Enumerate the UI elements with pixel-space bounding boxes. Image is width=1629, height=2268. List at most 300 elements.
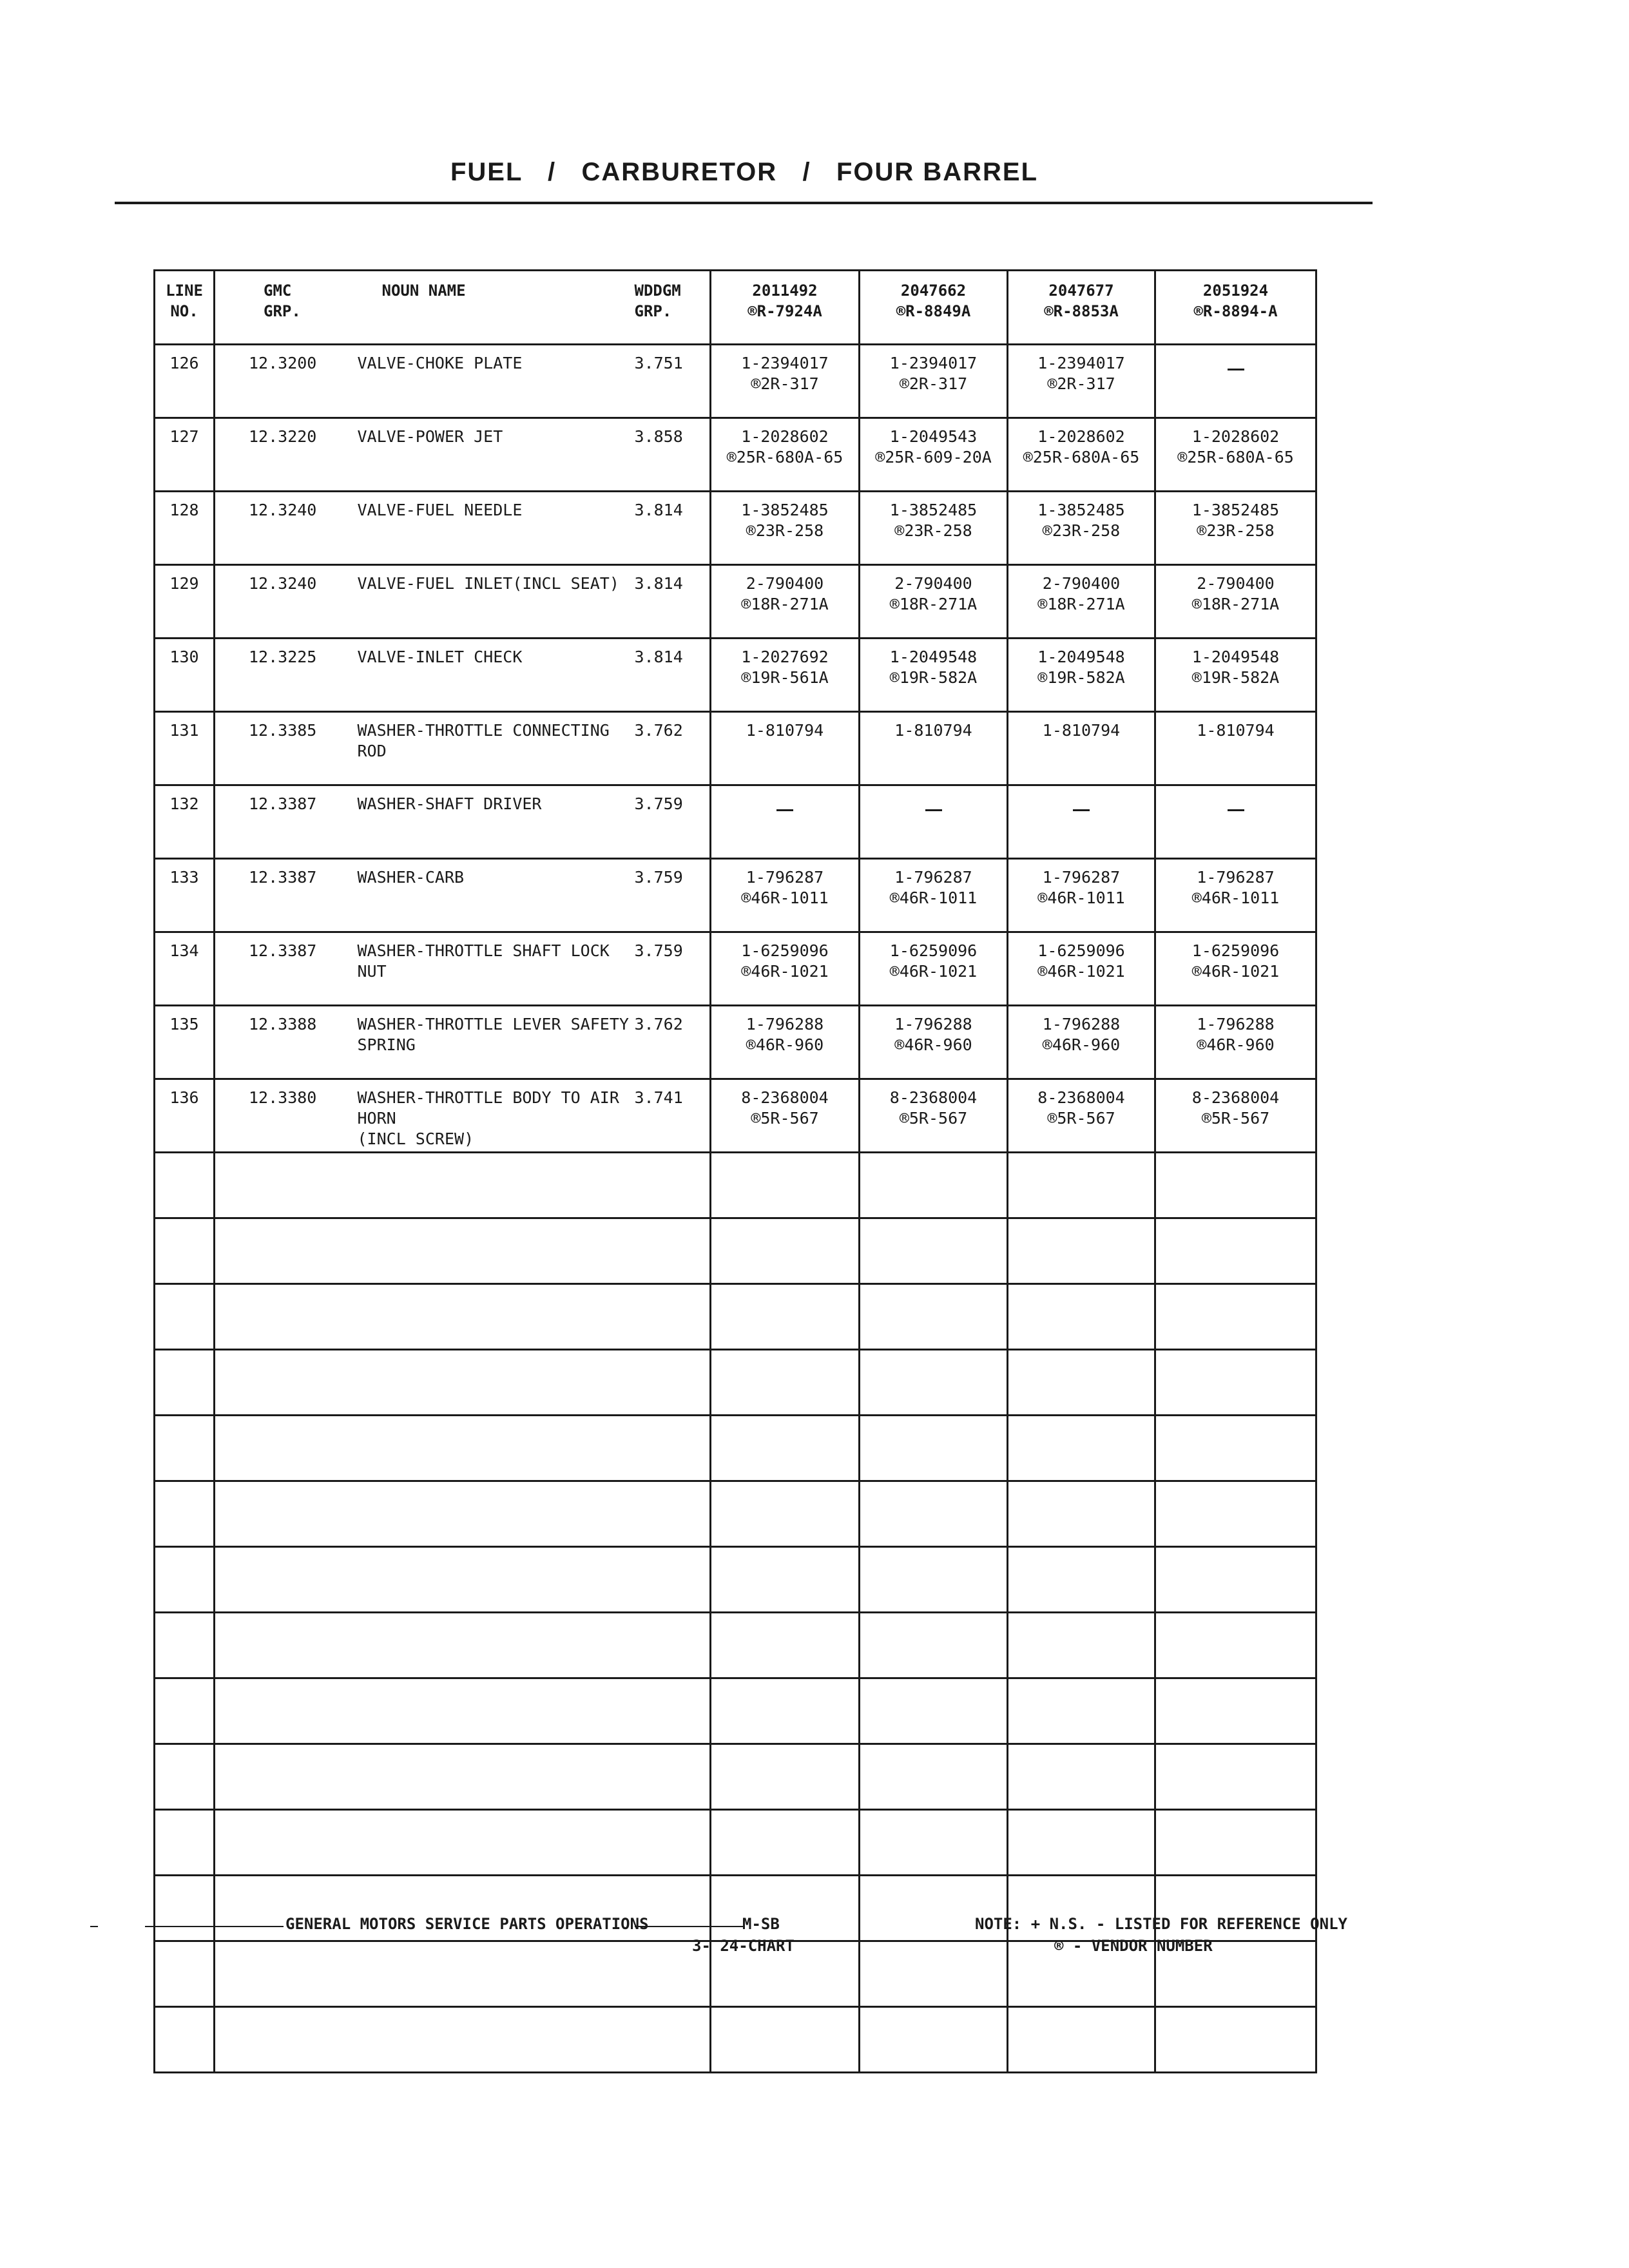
table-row bbox=[155, 565, 1316, 639]
part-cell bbox=[1008, 639, 1155, 712]
empty-cell bbox=[860, 1744, 1008, 1810]
empty-cell bbox=[215, 1744, 337, 1810]
footer-rule-left bbox=[145, 1926, 284, 1927]
empty-table-row bbox=[155, 1416, 1316, 1481]
noun-name-line: VALVE-POWER JET bbox=[357, 427, 503, 446]
vendor-number: ®46R-960 bbox=[1042, 1035, 1121, 1054]
empty-cell bbox=[632, 1810, 711, 1876]
part-cell bbox=[1155, 1079, 1316, 1153]
part-number: 8-2368004 bbox=[741, 1088, 829, 1107]
empty-table-row bbox=[155, 1613, 1316, 1678]
empty-table-row bbox=[155, 1350, 1316, 1416]
footer-code: M-SB bbox=[742, 1915, 780, 1933]
part-number: 1-3852485 bbox=[741, 501, 829, 519]
empty-table-row bbox=[155, 1218, 1316, 1284]
header-part-col-3-vendor: ®R-8853A bbox=[1044, 302, 1119, 320]
header-part-col-1-vendor: ®R-7924A bbox=[747, 302, 822, 320]
vendor-number: ®46R-1011 bbox=[1191, 889, 1280, 907]
part-number: 1-2027692 bbox=[741, 648, 829, 666]
noun-name bbox=[337, 859, 632, 932]
table-header-row bbox=[155, 271, 1316, 345]
empty-table-row bbox=[155, 2007, 1316, 2073]
line-number: 129 bbox=[155, 565, 215, 639]
vendor-number: ®18R-271A bbox=[1037, 595, 1125, 613]
part-cell bbox=[711, 418, 860, 492]
empty-cell bbox=[632, 1481, 711, 1547]
not-applicable-dash bbox=[776, 809, 793, 811]
empty-cell bbox=[711, 1678, 860, 1744]
empty-cell bbox=[860, 1547, 1008, 1613]
part-number: 1-6259096 bbox=[1037, 941, 1125, 960]
part-number: 2-790400 bbox=[1197, 574, 1275, 593]
vendor-number: ®19R-582A bbox=[889, 668, 978, 687]
part-cell bbox=[1008, 418, 1155, 492]
part-number: 1-6259096 bbox=[1191, 941, 1280, 960]
part-cell bbox=[860, 565, 1008, 639]
part-number: 1-810794 bbox=[1197, 721, 1275, 740]
part-cell bbox=[860, 785, 1008, 859]
header-gmc-grp bbox=[215, 271, 337, 345]
empty-cell bbox=[155, 1744, 215, 1810]
vendor-number: ®25R-680A-65 bbox=[1177, 448, 1294, 466]
gmc-group: 12.3220 bbox=[215, 418, 337, 492]
part-number: 1-2049543 bbox=[889, 427, 978, 446]
part-cell bbox=[1155, 492, 1316, 565]
empty-cell bbox=[215, 1613, 337, 1678]
noun-name-line: WASHER-THROTTLE SHAFT LOCK NUT bbox=[357, 941, 610, 981]
vendor-number: ®25R-680A-65 bbox=[1023, 448, 1140, 466]
noun-name bbox=[337, 639, 632, 712]
empty-cell bbox=[337, 1218, 632, 1284]
header-part-col-4 bbox=[1155, 271, 1316, 345]
part-cell bbox=[711, 932, 860, 1006]
empty-cell bbox=[860, 1350, 1008, 1416]
header-noun-name-text: NOUN NAME bbox=[381, 282, 466, 300]
line-number: 133 bbox=[155, 859, 215, 932]
title-rule bbox=[115, 202, 1373, 204]
part-number: 1-796287 bbox=[746, 868, 824, 887]
header-part-col-4-number: 2051924 bbox=[1202, 282, 1269, 300]
empty-cell bbox=[1155, 1810, 1316, 1876]
part-cell bbox=[711, 712, 860, 785]
empty-table-row bbox=[155, 1547, 1316, 1613]
empty-cell bbox=[337, 1547, 632, 1613]
empty-cell bbox=[711, 1547, 860, 1613]
part-cell bbox=[1008, 1079, 1155, 1153]
part-cell bbox=[1155, 785, 1316, 859]
wddgm-group: 3.762 bbox=[632, 712, 711, 785]
vendor-number: ®23R-258 bbox=[1197, 521, 1275, 540]
noun-name-line: (INCL SCREW) bbox=[357, 1129, 474, 1148]
part-number: 1-796287 bbox=[1042, 868, 1121, 887]
vendor-number: ®19R-561A bbox=[741, 668, 829, 687]
part-cell bbox=[711, 639, 860, 712]
header-gmc-grp-2: GRP. bbox=[264, 302, 301, 320]
noun-name bbox=[337, 345, 632, 418]
wddgm-group: 3.751 bbox=[632, 345, 711, 418]
empty-cell bbox=[337, 1810, 632, 1876]
empty-cell bbox=[155, 1284, 215, 1350]
footer-note: NOTE: + N.S. - LISTED FOR REFERENCE ONLY bbox=[975, 1915, 1347, 1933]
table-row bbox=[155, 418, 1316, 492]
part-cell bbox=[711, 1079, 860, 1153]
empty-cell bbox=[1155, 1481, 1316, 1547]
empty-cell bbox=[337, 1284, 632, 1350]
header-line-no-2: NO. bbox=[170, 302, 198, 320]
line-number: 127 bbox=[155, 418, 215, 492]
empty-cell bbox=[155, 1810, 215, 1876]
empty-cell bbox=[155, 2007, 215, 2073]
footer-organization: GENERAL MOTORS SERVICE PARTS OPERATIONS bbox=[285, 1915, 649, 1933]
noun-name bbox=[337, 712, 632, 785]
vendor-number: ®2R-317 bbox=[751, 374, 819, 393]
part-number: 1-2394017 bbox=[889, 354, 978, 372]
empty-cell bbox=[632, 1284, 711, 1350]
footer-vendor-note: ® - VENDOR NUMBER bbox=[1054, 1937, 1213, 1955]
part-number: 1-810794 bbox=[894, 721, 972, 740]
vendor-number: ®23R-258 bbox=[894, 521, 972, 540]
empty-cell bbox=[711, 1153, 860, 1218]
empty-cell bbox=[860, 1810, 1008, 1876]
table-row bbox=[155, 1079, 1316, 1153]
empty-cell bbox=[711, 1416, 860, 1481]
empty-cell bbox=[711, 1284, 860, 1350]
vendor-number: ®18R-271A bbox=[741, 595, 829, 613]
empty-cell bbox=[711, 1350, 860, 1416]
part-cell bbox=[1008, 492, 1155, 565]
part-cell bbox=[860, 932, 1008, 1006]
header-noun-name bbox=[337, 271, 632, 345]
vendor-number: ®23R-258 bbox=[1042, 521, 1121, 540]
part-number: 1-2028602 bbox=[1191, 427, 1280, 446]
part-number: 1-6259096 bbox=[889, 941, 978, 960]
empty-cell bbox=[711, 2007, 860, 2073]
empty-cell bbox=[711, 1481, 860, 1547]
page-footer bbox=[90, 1915, 1347, 1966]
vendor-number: ®2R-317 bbox=[1047, 374, 1115, 393]
empty-cell bbox=[1008, 1416, 1155, 1481]
part-cell bbox=[1155, 932, 1316, 1006]
not-applicable-dash bbox=[925, 809, 942, 811]
gmc-group: 12.3200 bbox=[215, 345, 337, 418]
empty-cell bbox=[1008, 1350, 1155, 1416]
part-cell bbox=[1155, 565, 1316, 639]
part-cell bbox=[1008, 565, 1155, 639]
part-cell bbox=[860, 859, 1008, 932]
empty-cell bbox=[632, 1153, 711, 1218]
empty-cell bbox=[1008, 1153, 1155, 1218]
empty-cell bbox=[337, 1744, 632, 1810]
empty-table-row bbox=[155, 1678, 1316, 1744]
table-row bbox=[155, 639, 1316, 712]
part-cell bbox=[860, 1006, 1008, 1079]
empty-cell bbox=[1008, 1481, 1155, 1547]
header-line-no bbox=[155, 271, 215, 345]
empty-cell bbox=[632, 1613, 711, 1678]
empty-cell bbox=[711, 1218, 860, 1284]
empty-cell bbox=[337, 1481, 632, 1547]
gmc-group: 12.3387 bbox=[215, 859, 337, 932]
vendor-number: ®23R-258 bbox=[746, 521, 824, 540]
empty-cell bbox=[860, 1678, 1008, 1744]
header-part-col-1 bbox=[711, 271, 860, 345]
header-gmc-grp-1: GMC bbox=[264, 282, 292, 300]
part-cell bbox=[860, 639, 1008, 712]
vendor-number: ®46R-1021 bbox=[1191, 962, 1280, 981]
empty-table-row bbox=[155, 1284, 1316, 1350]
empty-cell bbox=[632, 2007, 711, 2073]
gmc-group: 12.3387 bbox=[215, 932, 337, 1006]
part-cell bbox=[1008, 712, 1155, 785]
empty-cell bbox=[215, 1153, 337, 1218]
vendor-number: ®46R-1021 bbox=[741, 962, 829, 981]
part-cell bbox=[860, 712, 1008, 785]
part-cell bbox=[1155, 1006, 1316, 1079]
vendor-number: ®46R-960 bbox=[1197, 1035, 1275, 1054]
gmc-group: 12.3380 bbox=[215, 1079, 337, 1153]
empty-table-row bbox=[155, 1744, 1316, 1810]
empty-cell bbox=[337, 1350, 632, 1416]
empty-cell bbox=[337, 2007, 632, 2073]
part-cell bbox=[860, 1079, 1008, 1153]
not-applicable-dash bbox=[1228, 369, 1244, 370]
empty-cell bbox=[155, 1350, 215, 1416]
part-cell bbox=[1155, 859, 1316, 932]
empty-cell bbox=[860, 2007, 1008, 2073]
part-number: 2-790400 bbox=[894, 574, 972, 593]
line-number: 136 bbox=[155, 1079, 215, 1153]
empty-cell bbox=[215, 1810, 337, 1876]
table-row bbox=[155, 492, 1316, 565]
footer-margin-dash bbox=[90, 1926, 98, 1927]
empty-cell bbox=[1008, 1678, 1155, 1744]
header-part-col-3-number: 2047677 bbox=[1048, 282, 1114, 300]
part-number: 8-2368004 bbox=[1037, 1088, 1125, 1107]
wddgm-group: 3.759 bbox=[632, 859, 711, 932]
empty-cell bbox=[632, 1416, 711, 1481]
empty-cell bbox=[632, 1218, 711, 1284]
gmc-group: 12.3388 bbox=[215, 1006, 337, 1079]
vendor-number: ®5R-567 bbox=[1201, 1109, 1270, 1128]
part-cell bbox=[1008, 932, 1155, 1006]
empty-cell bbox=[155, 1218, 215, 1284]
part-number: 1-2049548 bbox=[1037, 648, 1125, 666]
empty-cell bbox=[155, 1481, 215, 1547]
wddgm-group: 3.814 bbox=[632, 565, 711, 639]
header-line-no-1: LINE bbox=[166, 282, 203, 300]
vendor-number: ®25R-680A-65 bbox=[726, 448, 843, 466]
part-number: 1-796287 bbox=[894, 868, 972, 887]
line-number: 135 bbox=[155, 1006, 215, 1079]
empty-cell bbox=[155, 1678, 215, 1744]
header-wddgm-grp bbox=[632, 271, 711, 345]
empty-cell bbox=[337, 1153, 632, 1218]
part-cell bbox=[711, 1006, 860, 1079]
empty-cell bbox=[860, 1284, 1008, 1350]
vendor-number: ®19R-582A bbox=[1037, 668, 1125, 687]
header-wddgm-grp-2: GRP. bbox=[634, 302, 672, 320]
page-title: FUEL / CARBURETOR / FOUR BARREL bbox=[450, 158, 1039, 186]
table-body bbox=[155, 345, 1316, 2073]
part-cell bbox=[860, 345, 1008, 418]
vendor-number: ®18R-271A bbox=[889, 595, 978, 613]
wddgm-group: 3.762 bbox=[632, 1006, 711, 1079]
part-number: 1-810794 bbox=[746, 721, 824, 740]
empty-cell bbox=[1008, 1284, 1155, 1350]
part-number: 1-796288 bbox=[746, 1015, 824, 1033]
empty-cell bbox=[215, 1547, 337, 1613]
empty-cell bbox=[711, 1810, 860, 1876]
part-cell bbox=[711, 345, 860, 418]
footer-rule-middle bbox=[635, 1926, 744, 1927]
empty-cell bbox=[1155, 1350, 1316, 1416]
part-number: 2-790400 bbox=[746, 574, 824, 593]
empty-cell bbox=[1155, 1613, 1316, 1678]
empty-cell bbox=[215, 1218, 337, 1284]
noun-name-line: VALVE-INLET CHECK bbox=[357, 648, 523, 666]
empty-table-row bbox=[155, 1153, 1316, 1218]
empty-cell bbox=[215, 2007, 337, 2073]
part-number: 1-796287 bbox=[1197, 868, 1275, 887]
empty-cell bbox=[860, 1416, 1008, 1481]
part-number: 2-790400 bbox=[1042, 574, 1121, 593]
noun-name-line: SPRING bbox=[357, 1035, 416, 1054]
gmc-group: 12.3385 bbox=[215, 712, 337, 785]
line-number: 128 bbox=[155, 492, 215, 565]
part-cell bbox=[711, 859, 860, 932]
gmc-group: 12.3387 bbox=[215, 785, 337, 859]
empty-cell bbox=[632, 1547, 711, 1613]
noun-name bbox=[337, 932, 632, 1006]
empty-cell bbox=[1155, 1744, 1316, 1810]
noun-name-line: WASHER-THROTTLE LEVER SAFETY bbox=[357, 1015, 629, 1033]
empty-cell bbox=[711, 1744, 860, 1810]
noun-name bbox=[337, 492, 632, 565]
vendor-number: ®46R-960 bbox=[746, 1035, 824, 1054]
part-cell bbox=[1008, 785, 1155, 859]
noun-name-line: VALVE-FUEL NEEDLE bbox=[357, 501, 523, 519]
vendor-number: ®19R-582A bbox=[1191, 668, 1280, 687]
vendor-number: ®2R-317 bbox=[899, 374, 968, 393]
part-number: 1-2394017 bbox=[741, 354, 829, 372]
vendor-number: ®46R-1011 bbox=[889, 889, 978, 907]
empty-cell bbox=[215, 1350, 337, 1416]
part-cell bbox=[711, 492, 860, 565]
wddgm-group: 3.741 bbox=[632, 1079, 711, 1153]
wddgm-group: 3.858 bbox=[632, 418, 711, 492]
vendor-number: ®46R-960 bbox=[894, 1035, 972, 1054]
noun-name bbox=[337, 418, 632, 492]
empty-cell bbox=[1008, 2007, 1155, 2073]
part-cell bbox=[711, 785, 860, 859]
footer-page-number: 3- 24-CHART bbox=[692, 1937, 795, 1955]
header-part-col-4-vendor: ®R-8894-A bbox=[1193, 302, 1278, 320]
vendor-number: ®46R-1021 bbox=[1037, 962, 1125, 981]
part-number: 1-2028602 bbox=[1037, 427, 1125, 446]
empty-cell bbox=[1155, 1153, 1316, 1218]
table-row bbox=[155, 859, 1316, 932]
header-part-col-2-vendor: ®R-8849A bbox=[896, 302, 971, 320]
empty-cell bbox=[215, 1416, 337, 1481]
part-number: 1-796288 bbox=[1042, 1015, 1121, 1033]
empty-cell bbox=[337, 1416, 632, 1481]
noun-name bbox=[337, 785, 632, 859]
gmc-group: 12.3240 bbox=[215, 565, 337, 639]
table-row bbox=[155, 932, 1316, 1006]
part-number: 1-6259096 bbox=[741, 941, 829, 960]
empty-cell bbox=[215, 1481, 337, 1547]
part-number: 1-3852485 bbox=[1191, 501, 1280, 519]
noun-name bbox=[337, 1079, 632, 1153]
wddgm-group: 3.814 bbox=[632, 492, 711, 565]
part-cell bbox=[1008, 859, 1155, 932]
empty-cell bbox=[1155, 1678, 1316, 1744]
noun-name-line: WASHER-CARB bbox=[357, 868, 465, 887]
empty-cell bbox=[155, 1416, 215, 1481]
wddgm-group: 3.814 bbox=[632, 639, 711, 712]
empty-cell bbox=[155, 1153, 215, 1218]
part-cell bbox=[1155, 712, 1316, 785]
part-number: 1-3852485 bbox=[1037, 501, 1125, 519]
empty-cell bbox=[1008, 1613, 1155, 1678]
empty-cell bbox=[337, 1678, 632, 1744]
empty-cell bbox=[1008, 1218, 1155, 1284]
part-number: 1-3852485 bbox=[889, 501, 978, 519]
empty-cell bbox=[1008, 1547, 1155, 1613]
line-number: 131 bbox=[155, 712, 215, 785]
vendor-number: ®46R-1011 bbox=[741, 889, 829, 907]
part-cell bbox=[711, 565, 860, 639]
noun-name bbox=[337, 1006, 632, 1079]
empty-table-row bbox=[155, 1481, 1316, 1547]
noun-name-line: WASHER-THROTTLE BODY TO AIR HORN bbox=[357, 1088, 619, 1128]
noun-name bbox=[337, 565, 632, 639]
part-number: 1-796288 bbox=[1197, 1015, 1275, 1033]
empty-cell bbox=[1155, 2007, 1316, 2073]
table-row bbox=[155, 712, 1316, 785]
part-cell bbox=[1155, 345, 1316, 418]
empty-cell bbox=[1008, 1810, 1155, 1876]
noun-name-line: VALVE-CHOKE PLATE bbox=[357, 354, 523, 372]
empty-cell bbox=[155, 1547, 215, 1613]
line-number: 134 bbox=[155, 932, 215, 1006]
line-number: 132 bbox=[155, 785, 215, 859]
part-cell bbox=[1155, 639, 1316, 712]
wddgm-group: 3.759 bbox=[632, 932, 711, 1006]
gmc-group: 12.3225 bbox=[215, 639, 337, 712]
empty-cell bbox=[711, 1613, 860, 1678]
empty-cell bbox=[860, 1153, 1008, 1218]
empty-cell bbox=[632, 1350, 711, 1416]
header-wddgm-grp-1: WDDGM bbox=[634, 282, 681, 300]
header-part-col-3 bbox=[1008, 271, 1155, 345]
vendor-number: ®5R-567 bbox=[751, 1109, 819, 1128]
part-cell bbox=[860, 492, 1008, 565]
empty-table-row bbox=[155, 1810, 1316, 1876]
table-row bbox=[155, 1006, 1316, 1079]
parts-table bbox=[153, 269, 1317, 2073]
vendor-number: ®18R-271A bbox=[1191, 595, 1280, 613]
wddgm-group: 3.759 bbox=[632, 785, 711, 859]
empty-cell bbox=[860, 1613, 1008, 1678]
part-number: 1-2049548 bbox=[889, 648, 978, 666]
part-cell bbox=[1155, 418, 1316, 492]
vendor-number: ®5R-567 bbox=[1047, 1109, 1115, 1128]
part-number: 1-2028602 bbox=[741, 427, 829, 446]
empty-cell bbox=[337, 1613, 632, 1678]
vendor-number: ®46R-1011 bbox=[1037, 889, 1125, 907]
vendor-number: ®5R-567 bbox=[899, 1109, 968, 1128]
